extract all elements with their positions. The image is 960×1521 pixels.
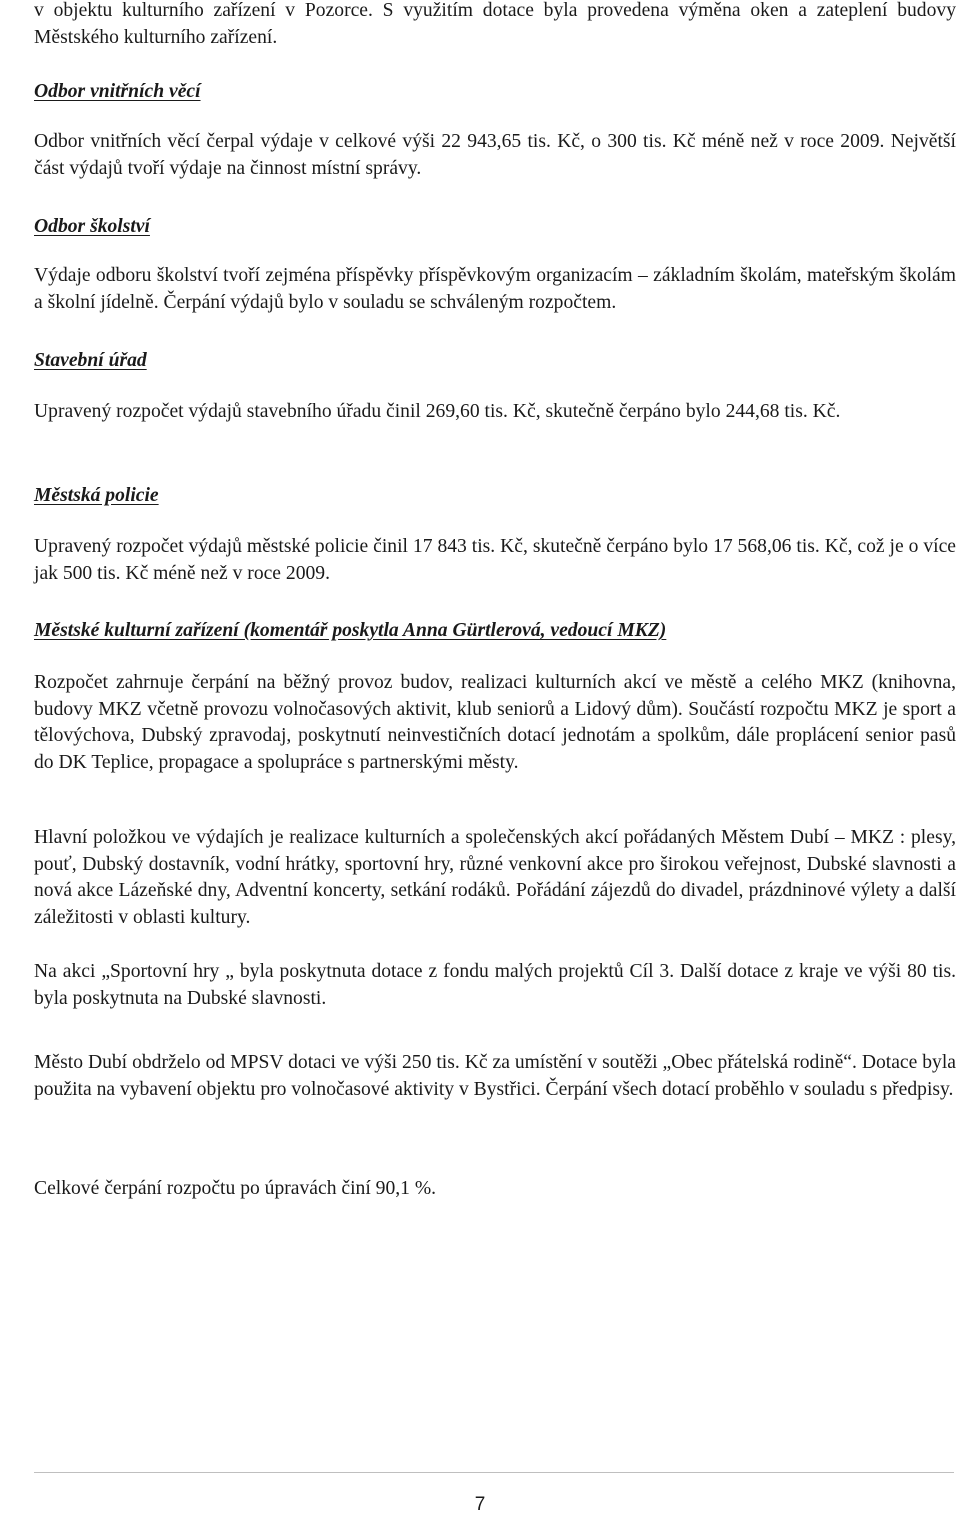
section-heading-mkz: Městské kulturní zařízení (komentář poskytla Anna Gürtlerová, vedoucí MKZ) — [34, 620, 667, 641]
section-heading-vnitrni-veci: Odbor vnitřních věcí — [34, 81, 201, 102]
intro-paragraph: v objektu kulturního zařízení v Pozorce. S využitím dotace byla provedena výměna oken a zateplení budovy Městského kulturního zařízení. — [34, 0, 956, 48]
paragraph-skolstvi: Výdaje odboru školství tvoří zejména příspěvky příspěvkovým organizacím – základním školám, mateřským školám a školní jídelně. Čerpání výdajů bylo v souladu se schváleným rozpočtem. — [34, 265, 956, 313]
page-number: 7 — [474, 1494, 486, 1515]
paragraph-vnitrni-veci: Odbor vnitřních věcí čerpal výdaje v celkové výši 22 943,65 tis. Kč, o 300 tis. Kč méně než v roce 2009. Největší část výdajů tvoří výdaje na činnost místní správy. — [34, 131, 956, 179]
paragraph-mestska-policie: Upravený rozpočet výdajů městské policie činil 17 843 tis. Kč, skutečně čerpáno bylo 17 568,06 tis. Kč, což je o více jak 500 tis. Kč méně než v roce 2009. — [34, 536, 956, 584]
paragraph-mkz-2: Hlavní položkou ve výdajích je realizace kulturních a společenských akcí pořádaných Městem Dubí – MKZ : plesy, pouť, Dubský dostavník, vodní hrátky, sportovní hry, různé venkovní akce pro širokou veřejnost, Dubské slavnosti a nová akce Lázeňské dny, Adventní koncerty, setkání rodáků. Pořádání zájezdů do divadel, prázdninové výlety a další záležitosti v oblasti kultury. — [34, 827, 956, 928]
paragraph-mkz-1: Rozpočet zahrnuje čerpání na běžný provoz budov, realizaci kulturních akcí ve městě a celého MKZ (knihovna, budovy MKZ včetně provozu volnočasových aktivit, klub seniorů a Lidový dům). Součástí rozpočtu MKZ je sport a tělovýchova, Dubský zpravodaj, poskytnutí neinvestičních dotací jednotám a spolkům, dále proplácení senior pasů do DK Teplice, propagace a spolupráce s partnerskými městy. — [34, 672, 956, 773]
section-heading-stavebni-urad: Stavební úřad — [34, 350, 147, 371]
footer-divider — [34, 1472, 954, 1473]
paragraph-mkz-3: Na akci „Sportovní hry „ byla poskytnuta dotace z fondu malých projektů Cíl 3. Další dotace z kraje ve výši 80 tis. byla poskytnuta na Dubské slavnosti. — [34, 961, 956, 1009]
paragraph-mkz-5: Celkové čerpání rozpočtu po úpravách činí 90,1 %. — [34, 1178, 437, 1199]
section-heading-mestska-policie: Městská policie — [34, 485, 159, 506]
paragraph-stavebni-urad: Upravený rozpočet výdajů stavebního úřadu činil 269,60 tis. Kč, skutečně čerpáno bylo 244,68 tis. Kč. — [34, 401, 841, 422]
paragraph-mkz-4: Město Dubí obdrželo od MPSV dotaci ve výši 250 tis. Kč za umístění v soutěži „Obec přátelská rodině“. Dotace byla použita na vybavení objektu pro volnočasové aktivity v Bystřici. Čerpání všech dotací proběhlo v souladu s předpisy. — [34, 1052, 956, 1100]
section-heading-skolstvi: Odbor školství — [34, 216, 150, 237]
